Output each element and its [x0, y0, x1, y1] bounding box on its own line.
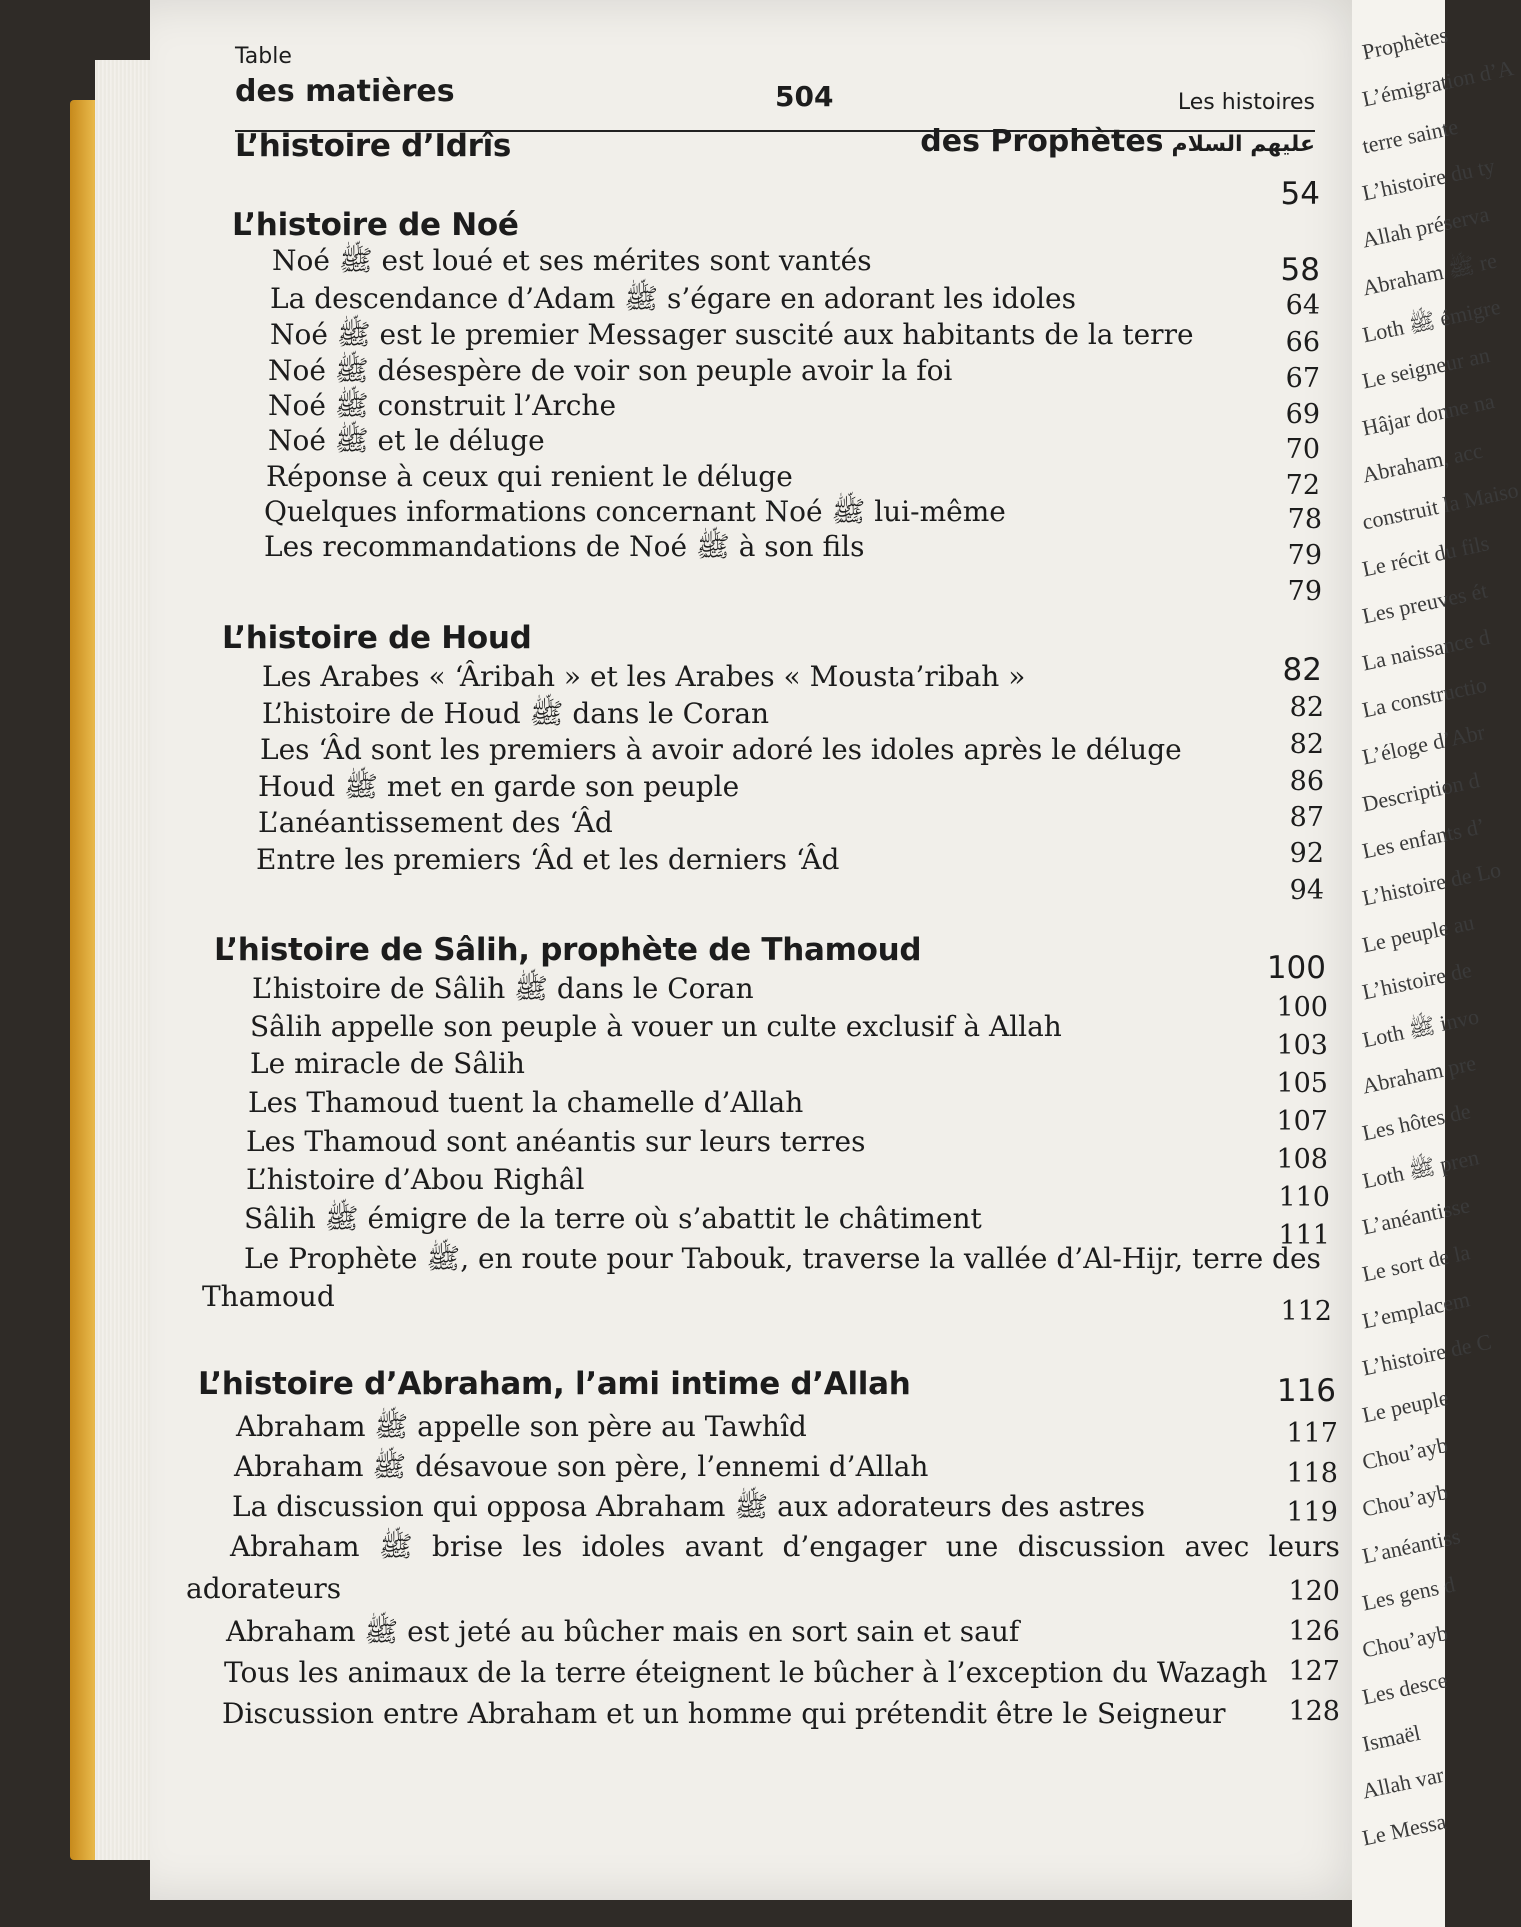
next-page-text: Ismaël	[1360, 1719, 1423, 1757]
toc-entry-long-line2: Thamoud	[202, 1280, 335, 1313]
next-page-text: L’histoire de Lo	[1360, 856, 1504, 911]
toc-entry-page: 108	[1276, 1144, 1328, 1175]
word: une	[945, 1530, 999, 1563]
next-page-text: Le peuple	[1360, 1384, 1451, 1428]
toc-entry-page: 79	[1287, 576, 1322, 607]
toc-entry-page: 64	[1285, 290, 1320, 321]
word: ﷺ	[378, 1530, 413, 1563]
next-page-text: Abraham pre	[1360, 1049, 1479, 1099]
toc-entry-page: 103	[1276, 1030, 1328, 1061]
toc-entry: La discussion qui opposa Abraham ﷺ aux adorateurs des astres	[232, 1490, 1145, 1523]
toc-entry: Discussion entre Abraham et un homme qui prétendit être le Seigneur	[222, 1697, 1226, 1730]
toc-entry: Quelques informations concernant Noé ﷺ lui-même	[264, 495, 1006, 528]
toc-entry: Réponse à ceux qui renient le déluge	[266, 460, 793, 493]
word: leurs	[1268, 1530, 1340, 1563]
toc-entry-page: 94	[1289, 875, 1324, 906]
word: Abraham	[230, 1530, 360, 1563]
toc-entry: Le miracle de Sâlih	[250, 1047, 525, 1080]
toc-entry-page: 86	[1289, 766, 1324, 797]
next-page-text: Le seigneur an	[1360, 342, 1492, 394]
toc-entry-page: 128	[1288, 1696, 1340, 1727]
next-page-text: Loth ﷺ émigre	[1360, 293, 1503, 348]
next-page-text: Allah var	[1360, 1761, 1446, 1804]
toc-entry-page: 82	[1289, 692, 1324, 723]
toc-entry-page: 118	[1286, 1458, 1338, 1489]
toc-entry: Les Thamoud tuent la chamelle d’Allah	[248, 1086, 804, 1119]
next-page-text: Les enfants d’	[1360, 813, 1488, 864]
page-number: 504	[775, 80, 834, 113]
next-page-text: Chou’ayb	[1360, 1619, 1451, 1663]
next-page-text: Le récit du fils	[1360, 530, 1492, 582]
toc-entry: Abraham ﷺ est jeté au bûcher mais en sort sain et sauf	[226, 1615, 1020, 1648]
toc-entry-page: 79	[1287, 540, 1322, 571]
section-title-abraham: L’histoire d’Abraham, l’ami intime d’Allah	[198, 1366, 911, 1402]
toc-entry: Tous les animaux de la terre éteignent le bûcher à l’exception du Wazagh	[224, 1656, 1268, 1689]
toc-entry: Les Arabes « ‘Âribah » et les Arabes « Mousta’ribah »	[262, 660, 1026, 693]
toc-entry: Abraham ﷺ appelle son père au Tawhîd	[236, 1410, 807, 1443]
next-page-text: L’histoire de C	[1360, 1328, 1494, 1381]
toc-entry: Les Thamoud sont anéantis sur leurs terres	[246, 1125, 866, 1158]
toc-entry-page: 69	[1285, 399, 1320, 430]
next-page-text: Abraham, acc	[1360, 437, 1485, 488]
next-page-text: Le Messa	[1360, 1808, 1449, 1851]
header-right-small: Les histoires	[1177, 90, 1315, 115]
toc-entry-page: 105	[1276, 1068, 1328, 1099]
toc-entry-long-line2: adorateurs	[186, 1572, 342, 1605]
next-page-text: L’éloge d’Abr	[1360, 719, 1487, 770]
toc-entry-justified-line1	[230, 1530, 1340, 1570]
toc-entry: Noé ﷺ désespère de voir son peuple avoir la foi	[268, 354, 953, 387]
section-title-salih: L’histoire de Sâlih, prophète de Thamoud	[214, 932, 922, 968]
section-page-noe: 58	[1280, 252, 1320, 288]
toc-entry-page: 107	[1276, 1106, 1328, 1137]
next-page-text: Les gens d	[1360, 1571, 1458, 1616]
header-left-small: Table	[235, 44, 292, 69]
toc-entry: Sâlih ﷺ émigre de la terre où s’abattit le châtiment	[244, 1202, 982, 1235]
toc-entry-page: 66	[1285, 327, 1320, 358]
header-right-title-text: des Prophètes	[920, 124, 1164, 159]
next-page-text: L’anéantisse	[1360, 1192, 1472, 1240]
toc-entry-page: 92	[1289, 838, 1324, 869]
word: idoles	[581, 1530, 666, 1563]
toc-entry: Noé ﷺ est loué et ses mérites sont vantés	[272, 244, 872, 277]
word: discussion	[1017, 1530, 1166, 1563]
section-title-noe: L’histoire de Noé	[232, 207, 519, 243]
toc-entry: Noé ﷺ et le déluge	[268, 424, 545, 457]
next-page-text: Description d	[1360, 767, 1482, 817]
word: brise	[431, 1530, 504, 1563]
toc-entry: L’histoire d’Abou Righâl	[246, 1163, 585, 1196]
next-page-text: L’emplacem	[1360, 1286, 1472, 1334]
word: avec	[1184, 1530, 1250, 1563]
word: d’engager	[782, 1530, 927, 1563]
toc-entry: L’anéantissement des ‘Âd	[258, 806, 613, 839]
toc-entry: Entre les premiers ‘Âd et les derniers ‘Âd	[256, 843, 840, 876]
toc-entry-page: 126	[1288, 1616, 1340, 1647]
toc-entry: Les ‘Âd sont les premiers à avoir adoré les idoles après le déluge	[260, 733, 1182, 766]
next-page-text: Allah préserva	[1360, 201, 1492, 253]
toc-entry: L’histoire de Sâlih ﷺ dans le Coran	[252, 972, 754, 1005]
toc-entry-page: 127	[1288, 1656, 1340, 1687]
section-title-idris: L’histoire d’Idrîs	[235, 128, 512, 164]
next-page-text: terre sainte	[1360, 113, 1461, 159]
section-title-houd: L’histoire de Houd	[222, 620, 532, 656]
toc-entry-page: 78	[1287, 504, 1322, 535]
toc-entry-page: 117	[1286, 1418, 1338, 1449]
next-page-text: Loth ﷺ pren	[1360, 1144, 1482, 1194]
toc-entry-page: 82	[1289, 729, 1324, 760]
next-page-text: Chou’ayb	[1360, 1478, 1451, 1522]
toc-entry: La descendance d’Adam ﷺ s’égare en adorant les idoles	[270, 282, 1076, 315]
toc-entry-page: 112	[1280, 1296, 1332, 1327]
next-page-text: Le peuple au	[1360, 909, 1477, 958]
toc-entry: Noé ﷺ est le premier Messager suscité aux habitants de la terre	[270, 318, 1194, 351]
toc-entry-page: 87	[1289, 802, 1324, 833]
next-page-text: Les desce	[1360, 1667, 1450, 1710]
next-page-text: Les hôtes de	[1360, 1098, 1473, 1146]
toc-entry-page: 70	[1285, 434, 1320, 465]
section-page-abraham: 116	[1276, 1373, 1336, 1409]
next-page-text: Le sort de la	[1360, 1239, 1473, 1287]
toc-entry: Les recommandations de Noé ﷺ à son fils	[264, 530, 865, 563]
toc-entry-page: 119	[1286, 1497, 1338, 1528]
section-page-salih: 100	[1266, 950, 1326, 986]
toc-entry: Noé ﷺ construit l’Arche	[268, 389, 617, 422]
toc-entry: L’histoire de Houd ﷺ dans le Coran	[262, 697, 770, 730]
toc-entry-long-line1: Le Prophète ﷺ, en route pour Tabouk, traverse la vallée d’Al-Hijr, terre des	[244, 1242, 1321, 1275]
toc-entry-page: 100	[1276, 992, 1328, 1023]
header-left-title: des matières	[235, 74, 455, 109]
word: les	[522, 1530, 563, 1563]
toc-entry-page: 111	[1278, 1220, 1330, 1251]
word: avant	[684, 1530, 764, 1563]
toc-entry-page: 110	[1278, 1182, 1330, 1213]
toc-entry: Abraham ﷺ désavoue son père, l’ennemi d’Allah	[234, 1450, 929, 1483]
section-page-houd: 82	[1282, 652, 1322, 688]
toc-entry-page: 72	[1285, 470, 1320, 501]
toc-entry: Houd ﷺ met en garde son peuple	[258, 770, 740, 803]
section-page-idris: 54	[1280, 176, 1320, 212]
next-page-text: Chou’ayb	[1360, 1431, 1451, 1475]
toc-entry: Sâlih appelle son peuple à vouer un culte exclusif à Allah	[250, 1010, 1062, 1043]
next-page-text: La constructio	[1360, 671, 1489, 723]
next-page-text: Hâjar donne na	[1360, 388, 1497, 441]
next-page-text: L’histoire de	[1360, 956, 1474, 1005]
next-page-text: Les preuves ét	[1360, 577, 1490, 629]
toc-entry-page: 67	[1285, 363, 1320, 394]
next-page-text: La naissance d	[1360, 624, 1492, 676]
toc-entry-page: 120	[1288, 1576, 1340, 1607]
next-page-text: L’émigration d’A	[1360, 55, 1516, 112]
next-page-text: L’histoire du ty	[1360, 152, 1498, 206]
next-page-text: L’anéantiss	[1360, 1523, 1463, 1569]
next-page-text: Abraham ﷺ re	[1360, 247, 1499, 301]
next-page-text: Loth ﷺ invo	[1360, 1003, 1482, 1053]
header-arabic-honorific: عليهم السلام	[1171, 132, 1315, 157]
next-page-text: Prophètes	[1360, 21, 1451, 65]
next-page-text: construit la Maiso	[1360, 476, 1521, 535]
